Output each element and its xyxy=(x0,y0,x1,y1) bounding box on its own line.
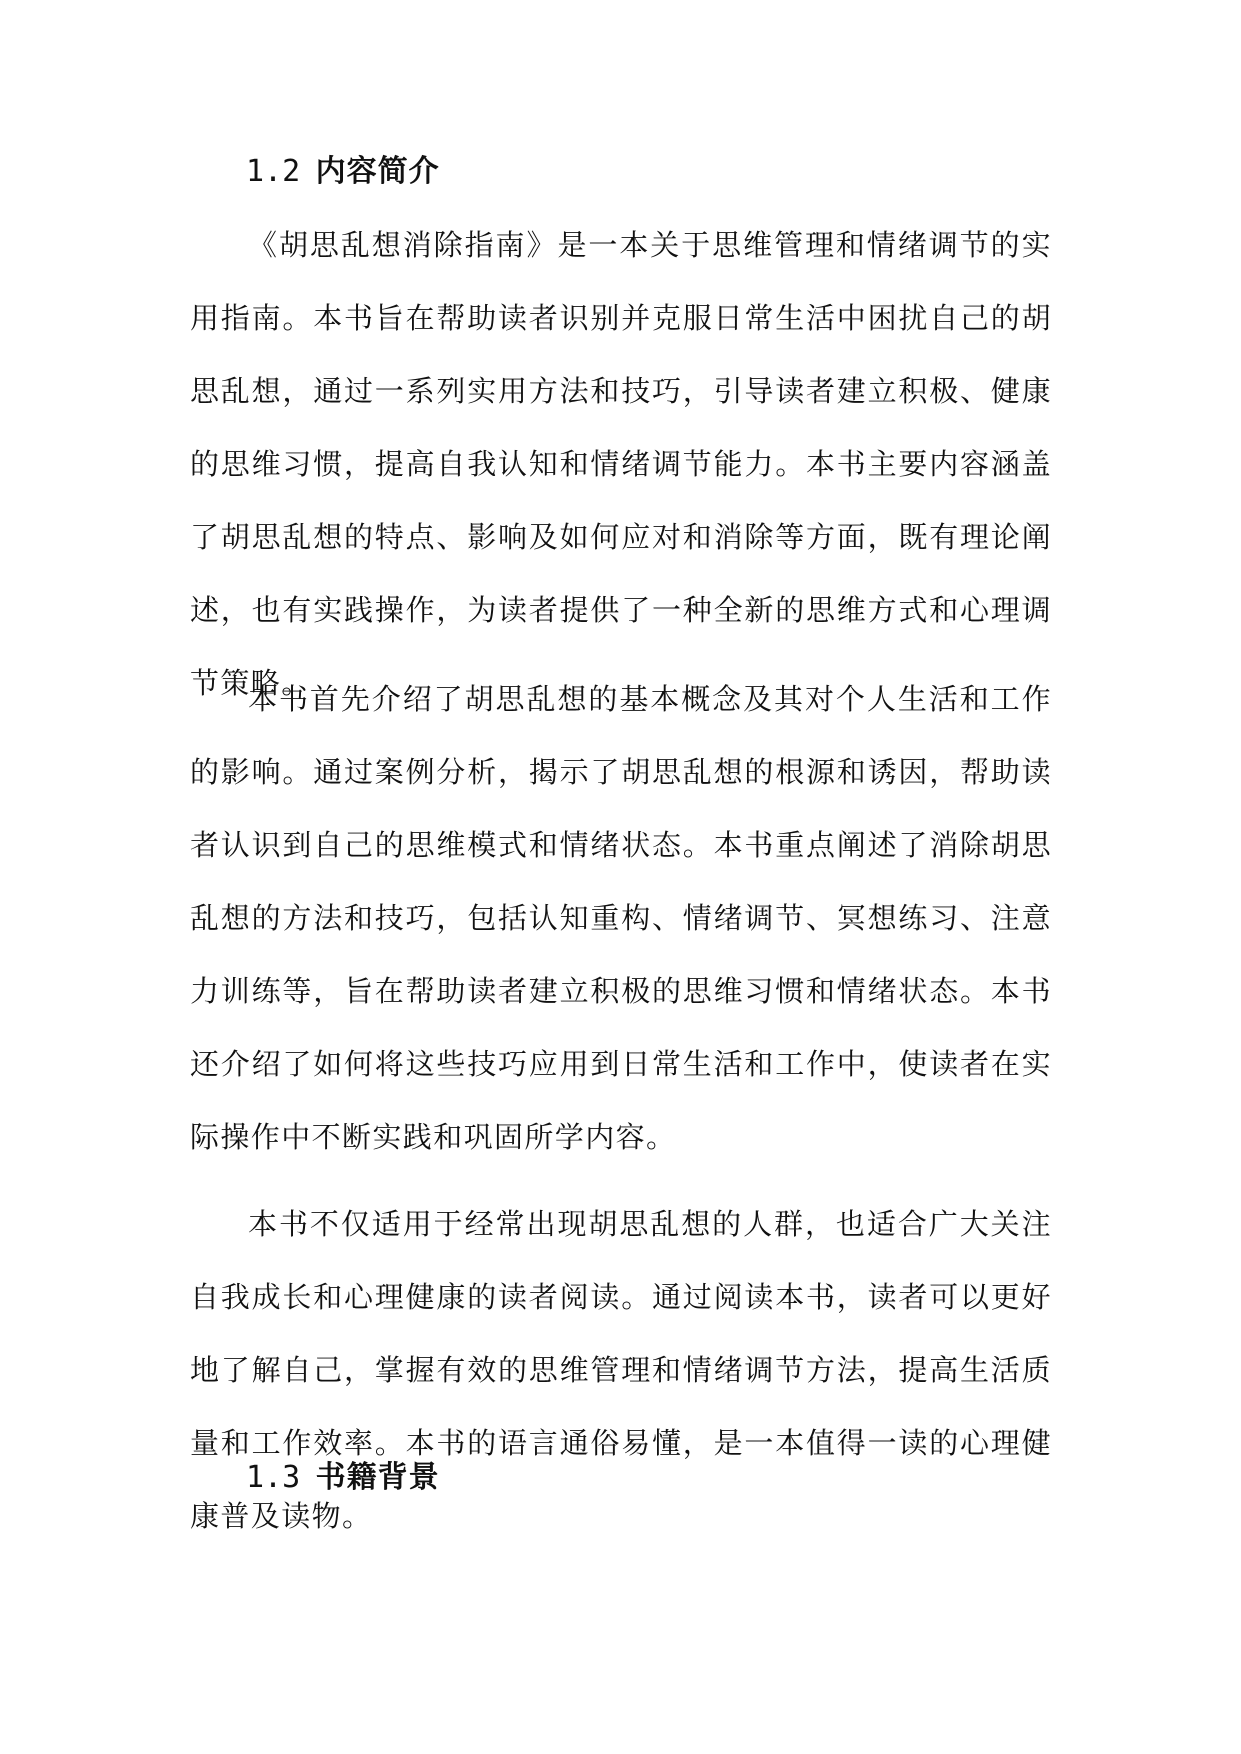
body-paragraph: 《胡思乱想消除指南》是一本关于思维管理和情绪调节的实用指南。本书旨在帮助读者识别并克服日常生活中困扰自己的胡思乱想，通过一系列实用方法和技巧，引导读者建立积极、健康的思维习惯，提高自我认知和情绪调节能力。本书主要内容涵盖了胡思乱想的特点、影响及如何应对和消除等方面，既有理论阐述，也有实践操作，为读者提供了一种全新的思维方式和心理调节策略。 xyxy=(190,228,1052,700)
section-number: 1.3 xyxy=(246,1460,301,1495)
body-paragraph: 本书首先介绍了胡思乱想的基本概念及其对个人生活和工作的影响。通过案例分析，揭示了胡思乱想的根源和诱因，帮助读者认识到自己的思维模式和情绪状态。本书重点阐述了消除胡思乱想的方法和技巧，包括认知重构、情绪调节、冥想练习、注意力训练等，旨在帮助读者建立积极的思维习惯和情绪状态。本书还介绍了如何将这些技巧应用到日常生活和工作中，使读者在实际操作中不断实践和巩固所学内容。 xyxy=(190,682,1052,1154)
section-title: 书籍背景 xyxy=(315,1460,440,1495)
section-heading xyxy=(246,1458,440,1498)
section-number: 1.2 xyxy=(246,154,301,189)
section-title: 内容简介 xyxy=(315,154,440,189)
body-paragraph: 本书不仅适用于经常出现胡思乱想的人群，也适合广大关注自我成长和心理健康的读者阅读。通过阅读本书，读者可以更好地了解自己，掌握有效的思维管理和情绪调节方法，提高生活质量和工作效率。本书的语言通俗易懂，是一本值得一读的心理健康普及读物。 xyxy=(190,1207,1052,1533)
section-heading xyxy=(246,152,440,192)
